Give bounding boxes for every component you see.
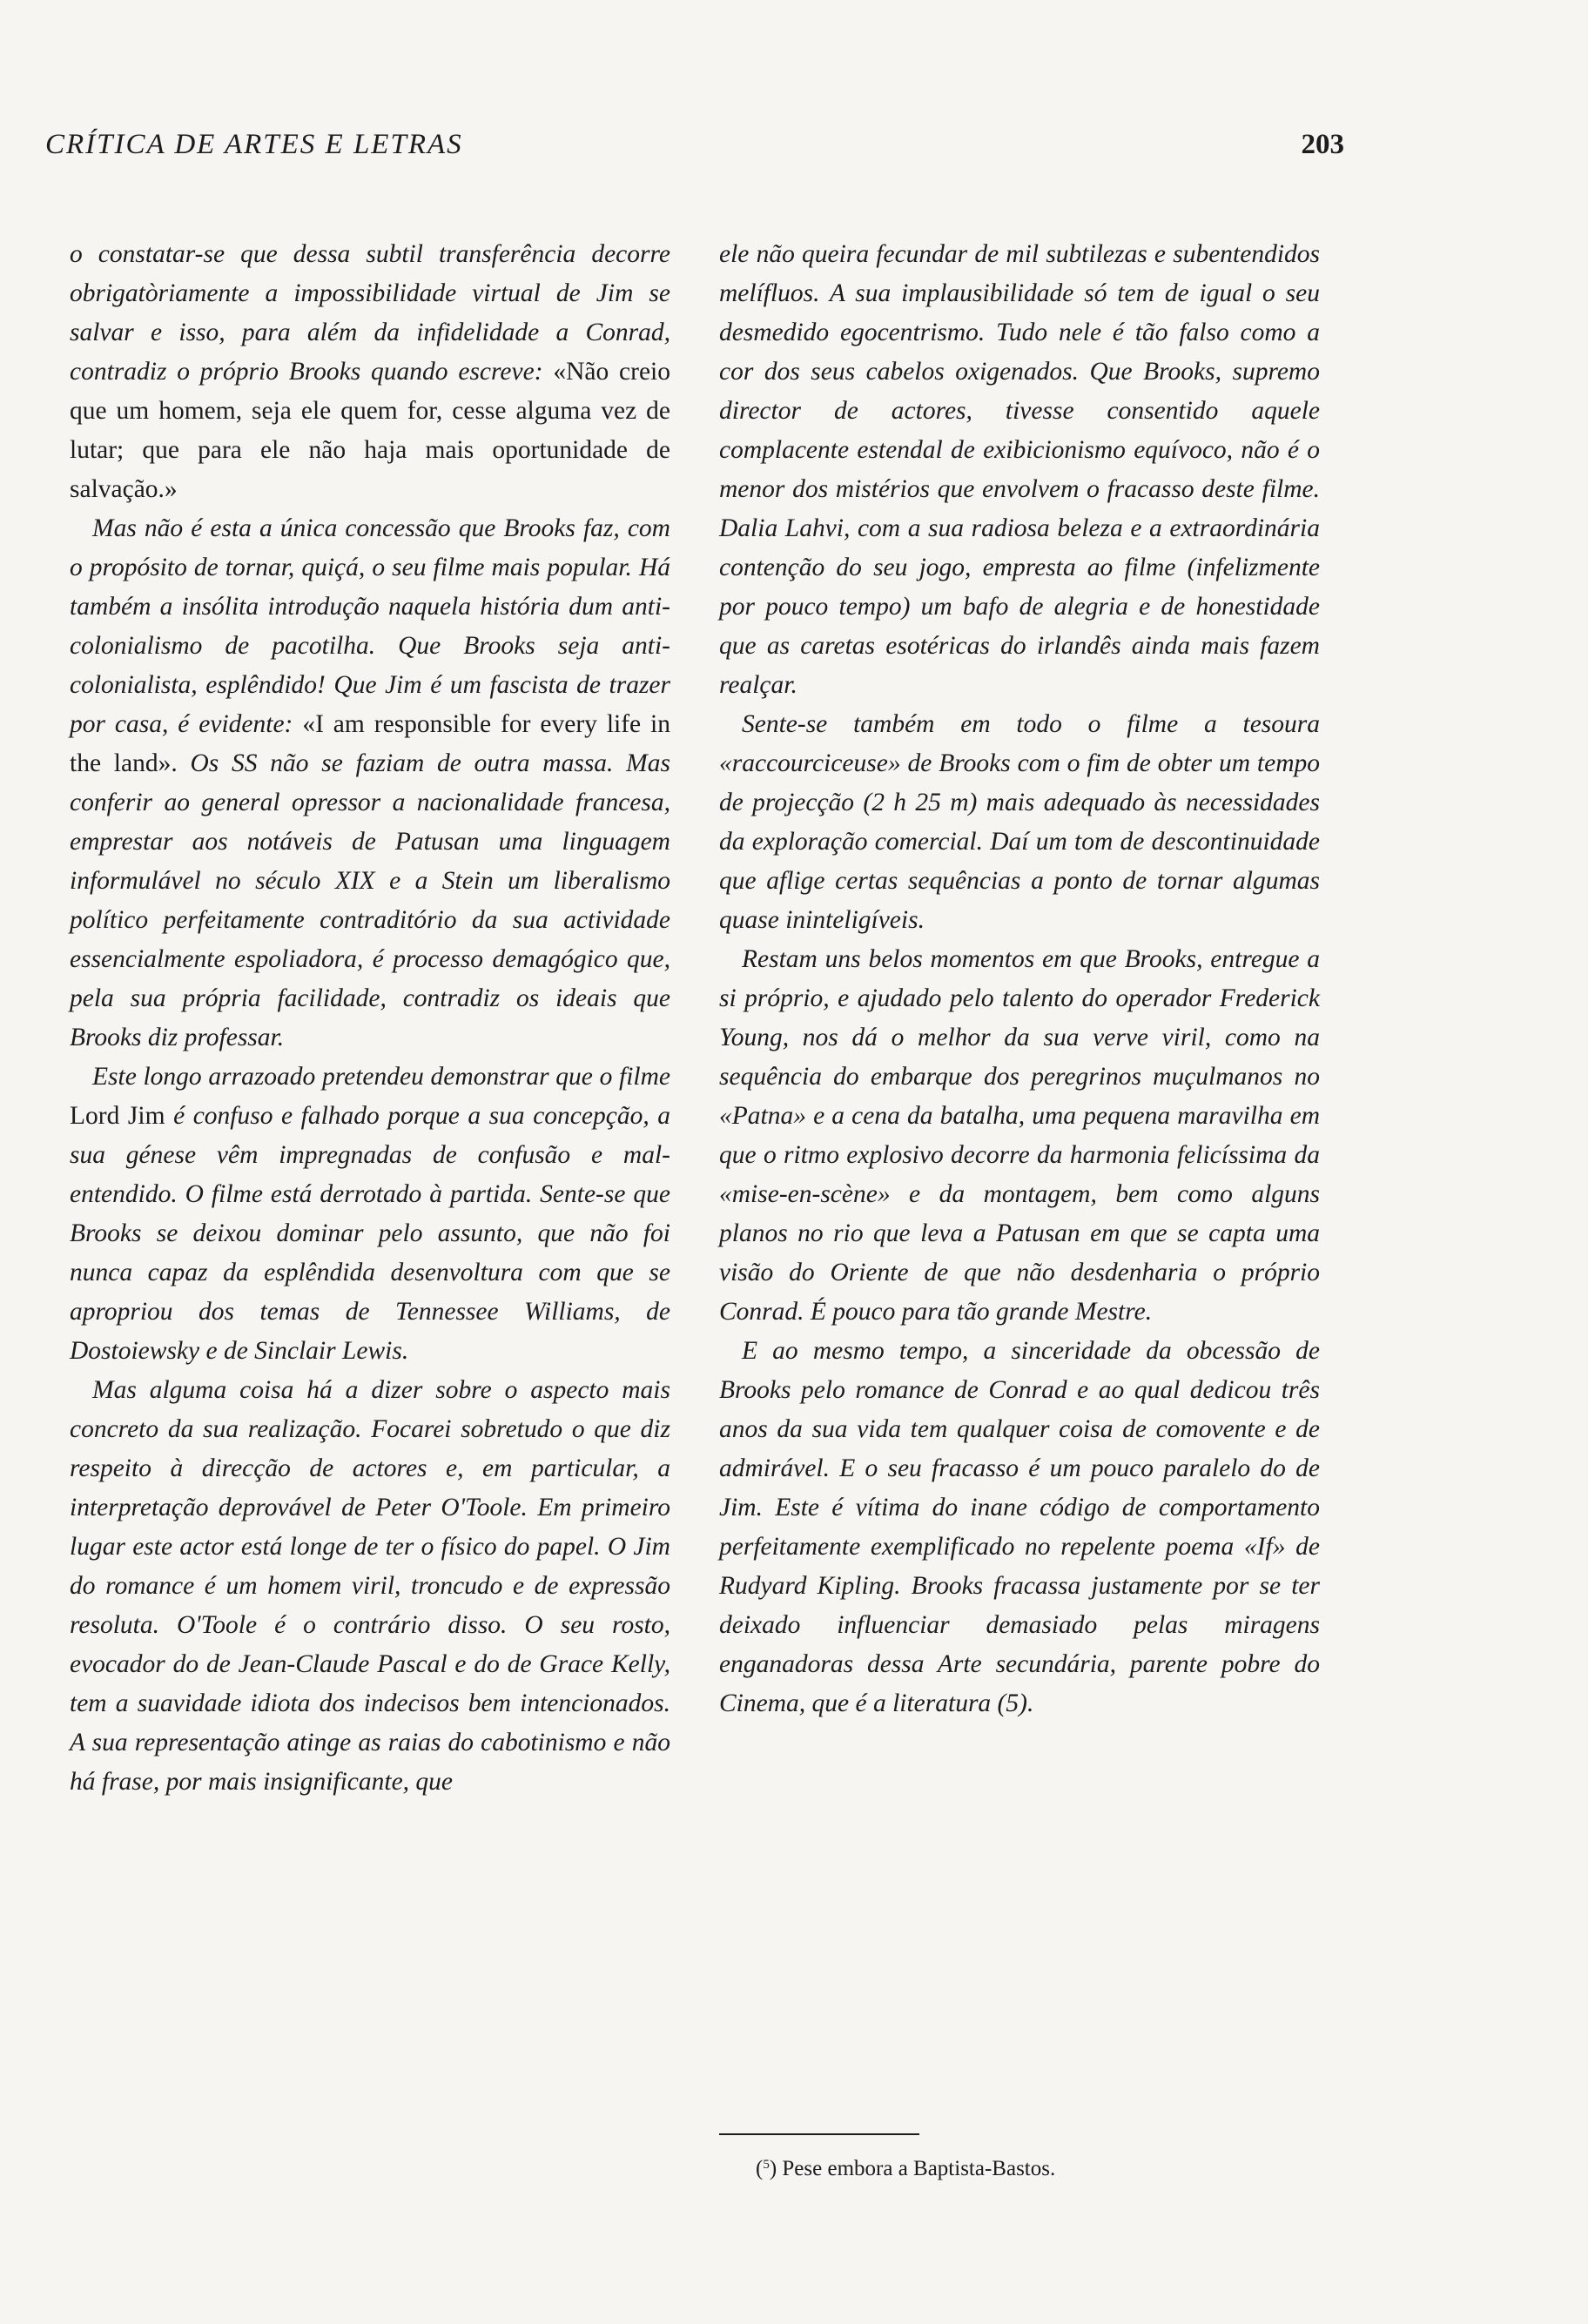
left-column	[70, 235, 670, 1802]
footnote: ($^5$) Pese embora a Baptista-Bastos.	[756, 2157, 1056, 2180]
footnote-text: Pese embora a Baptista-Bastos.	[782, 2157, 1056, 2180]
text-run: Mas não é esta a única concessão que Brooks faz, com o propósito de tornar, quiçá, o seu filme mais popular. Há também a insólita introdução naquela história dum anti-colonialismo de pacotilha. Que Brooks seja anti-colonialista, esplêndido! Que Jim é um fascista de trazer por casa, é evidente:	[70, 514, 670, 738]
paragraph: Restam uns belos momentos em que Brooks, entregue a si próprio, e ajudado pelo talento do operador Frederick Young, nos dá o melhor da sua verve viril, como na sequência do embarque dos peregrinos muçulmanos no «Patna» e a cena da batalha, uma pequena maravilha em que o ritmo explosivo decorre da harmonia felicíssima da «mise-en-scène» e da montagem, bem como alguns planos no rio que leva a Patusan em que se capta uma visão do Oriente de que não desdenharia o próprio Conrad. É pouco para tão grande Mestre.	[719, 945, 1320, 1326]
text-run: .	[1026, 1689, 1034, 1717]
paragraph: Sente-se também em todo o filme a tesoura «raccourciceuse» de Brooks com o fim de obter um tempo de projecção (2 h 25 m) mais adequado às necessidades da exploração comercial. Daí um tom de descontinuidade que aflige certas sequências a ponto de tornar algumas quase ininteligíveis.	[719, 710, 1320, 934]
page-number: 203	[1301, 129, 1344, 160]
text-run: o constatar-se que dessa subtil transferência decorre obrigatòriamente a impossibilidade virtual de Jim se salvar e isso, para além da infidelidade a Conrad, contradiz o próprio Brooks quando escreve:	[70, 240, 670, 386]
paragraph	[70, 1058, 670, 1371]
page-header	[45, 129, 1344, 171]
quotation: «I am responsible for every life in the land».	[70, 710, 670, 777]
footnote-divider	[719, 2133, 919, 2135]
text-run: Os SS não se faziam de outra massa. Mas conferir ao general opressor a nacionalidade francesa, emprestar aos notáveis de Patusan uma linguagem informulável no século XIX e a Stein um liberalismo político perfeitamente contraditório da sua actividade essencialmente espoliadora, é processo demagógico que, pela sua própria facilidade, contradiz os ideais que Brooks diz professar.	[70, 749, 670, 1051]
footnote-reference: (5)	[997, 1689, 1027, 1717]
paragraph: Mas alguma coisa há a dizer sobre o aspecto mais concreto da sua realização. Focarei sobretudo o que diz respeito à direcção de actores e, em particular, a interpretação deprovável de Peter O'Toole. Em primeiro lugar este actor está longe de ter o físico do papel. O Jim do romance é um homem viril, troncudo e de expressão resoluta. O'Toole é o contrário disso. O seu rosto, evocador do de Jean-Claude Pascal e do de Grace Kelly, tem a suavidade idiota dos indecisos bem intencionados. A sua representação atinge as raias do cabotinismo e não há frase, por mais insignificante, que	[70, 1376, 670, 1796]
film-title: Lord Jim	[70, 1102, 165, 1130]
paragraph	[70, 509, 670, 1058]
paragraph	[70, 235, 670, 509]
text-run: Este longo arrazoado pretendeu demonstrar que o filme	[92, 1063, 670, 1091]
paragraph: ele não queira fecundar de mil subtilezas e subentendidos melífluos. A sua implausibilidade só tem de igual o seu desmedido egocentrismo. Tudo nele é tão falso como a cor dos seus cabelos oxigenados. Que Brooks, supremo director de actores, tivesse consentido aquele complacente estendal de exibicionismo equívoco, não é o menor dos mistérios que envolvem o fracasso deste filme. Dalia Lahvi, com a sua radiosa beleza e a extraordinária contenção do seu jogo, empresta ao filme (infelizmente por pouco tempo) um bafo de alegria e de honestidade que as caretas esotéricas do irlandês ainda mais fazem realçar.	[719, 240, 1320, 699]
text-run: é confuso e falhado porque a sua concepção, a sua génese vêm impregnadas de confusão e mal-entendido. O filme está derrotado à partida. Sente-se que Brooks se deixou dominar pelo assunto, que não foi nunca capaz da esplêndida desenvoltura com que se apropriou dos temas de Tennessee Williams, de Dostoiewsky e de Sinclair Lewis.	[70, 1102, 670, 1365]
quotation: «Não creio que um homem, seja ele quem for, cesse alguma vez de lutar; que para ele não haja mais oportunidade de salvação.»	[70, 358, 670, 503]
right-column	[719, 235, 1320, 1723]
text-run: E ao mesmo tempo, a sinceridade da obcessão de Brooks pelo romance de Conrad e ao qual dedicou três anos da sua vida tem qualquer coisa de comovente e de admirável. E o seu fracasso é um pouco paralelo do de Jim. Este é vítima do inane código de comportamento perfeitamente exemplificado no repelente poema «If» de Rudyard Kipling. Brooks fracassa justamente por se ter deixado influenciar demasiado pelas miragens enganadoras dessa Arte secundária, parente pobre do Cinema, que é a literatura	[719, 1337, 1320, 1717]
footnote-marker: 5	[763, 2157, 770, 2172]
running-head: CRÍTICA DE ARTES E LETRAS	[45, 129, 463, 160]
paragraph	[719, 1332, 1320, 1723]
